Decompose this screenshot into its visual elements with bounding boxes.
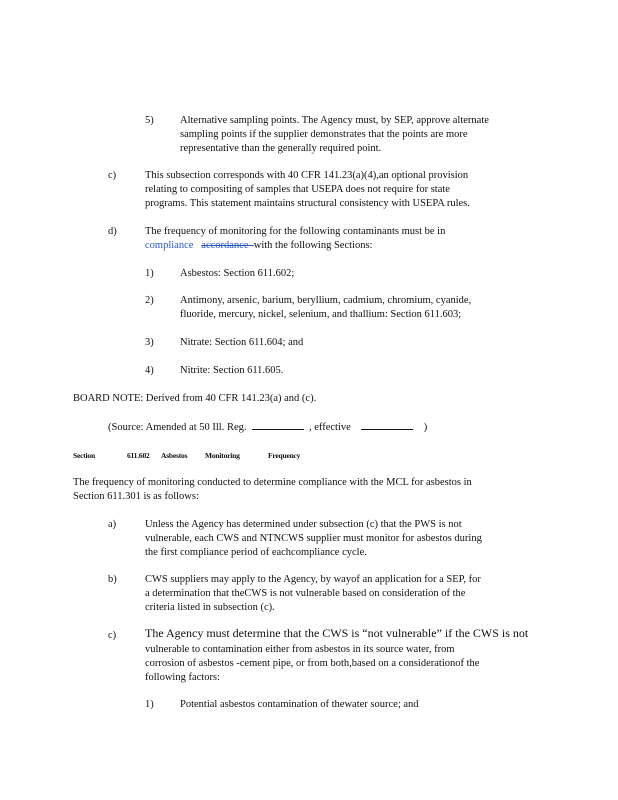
deleted-text: accordance — [201, 240, 249, 251]
section-title-asbestos: Asbestos — [161, 451, 188, 460]
section-title-frequency: Frequency — [268, 451, 301, 460]
item-c-line: This subsection corresponds with 40 CFR 141.23(a)(4),an optional provision — [145, 170, 469, 181]
item-b-line: criteria listed in subsection (c). — [145, 602, 275, 613]
subitem-marker: 3) — [145, 337, 154, 348]
item-c2-line: vulnerable to contamination either from asbestos in its source water, from — [145, 644, 455, 655]
subitem-line: Nitrate: Section 611.604; and — [180, 337, 304, 348]
item-b-marker: b) — [108, 574, 117, 585]
item-c-line: programs. This statement maintains structural consistency with USEPA rules. — [145, 198, 470, 209]
item-a-marker: a) — [108, 519, 117, 530]
item-c2-sub-marker: 1) — [145, 699, 154, 710]
section-number: 611.602 — [127, 451, 150, 460]
item-5-marker: 5) — [145, 115, 154, 126]
source-blank-date — [252, 420, 304, 430]
item-5-line: Alternative sampling points. The Agency must, by SEP, approve alternate — [180, 115, 489, 126]
item-d-line: The frequency of monitoring for the following contaminants must be in — [145, 226, 446, 237]
effective-blank-date — [361, 420, 413, 430]
item-c2-sub-line: Potential asbestos contamination of thewater source; and — [180, 699, 419, 710]
item-c-marker: c) — [108, 170, 117, 181]
item-c2-line: following factors: — [145, 672, 220, 683]
source-effective: , effective — [309, 422, 351, 433]
item-b-line: CWS suppliers may apply to the Agency, by wayof an application for a SEP, for — [145, 574, 481, 585]
subitem-marker: 1) — [145, 268, 154, 279]
item-d-line-2 — [145, 239, 372, 252]
item-c-line: relating to compositing of samples that USEPA does not require for state — [145, 184, 450, 195]
intro-line: The frequency of monitoring conducted to determine compliance with the MCL for asbestos in — [73, 477, 472, 488]
inserted-text: compliance — [145, 240, 194, 251]
source-prefix: (Source: Amended at 50 Ill. Reg. — [108, 422, 247, 433]
item-d-rest: with the following Sections: — [253, 240, 373, 251]
item-d-marker: d) — [108, 226, 117, 237]
item-a-line: Unless the Agency has determined under subsection (c) that the PWS is not — [145, 519, 462, 530]
section-label: Section — [73, 451, 95, 460]
subitem-line: Asbestos: Section 611.602; — [180, 268, 295, 279]
item-c2-line: corrosion of asbestos -cement pipe, or from both,based on a considerationof the — [145, 658, 480, 669]
intro-line: Section 611.301 is as follows: — [73, 491, 199, 502]
source-line — [108, 420, 427, 434]
subitem-marker: 4) — [145, 365, 154, 376]
source-close: ) — [423, 422, 428, 433]
subitem-line: fluoride, mercury, nickel, selenium, and thallium: Section 611.603; — [180, 309, 462, 320]
item-c2-marker: c) — [108, 630, 117, 641]
item-b-line: a determination that theCWS is not vulnerable based on consideration of the — [145, 588, 466, 599]
item-5-line: sampling points if the supplier demonstrates that the points are more — [180, 129, 468, 140]
section-title-monitoring: Monitoring — [205, 451, 240, 460]
item-a-line: vulnerable, each CWS and NTNCWS supplier must monitor for asbestos during — [145, 533, 482, 544]
item-5-line: representative than the generally required point. — [180, 143, 382, 154]
subitem-line: Antimony, arsenic, barium, beryllium, cadmium, chromium, cyanide, — [180, 295, 472, 306]
subitem-marker: 2) — [145, 295, 154, 306]
item-c2-line: The Agency must determine that the CWS is “not vulnerable” if the CWS is not — [145, 626, 529, 640]
board-note: BOARD NOTE: Derived from 40 CFR 141.23(a) and (c). — [73, 393, 317, 404]
item-a-line: the first compliance period of eachcompliance cycle. — [145, 547, 367, 558]
subitem-line: Nitrite: Section 611.605. — [180, 365, 284, 376]
